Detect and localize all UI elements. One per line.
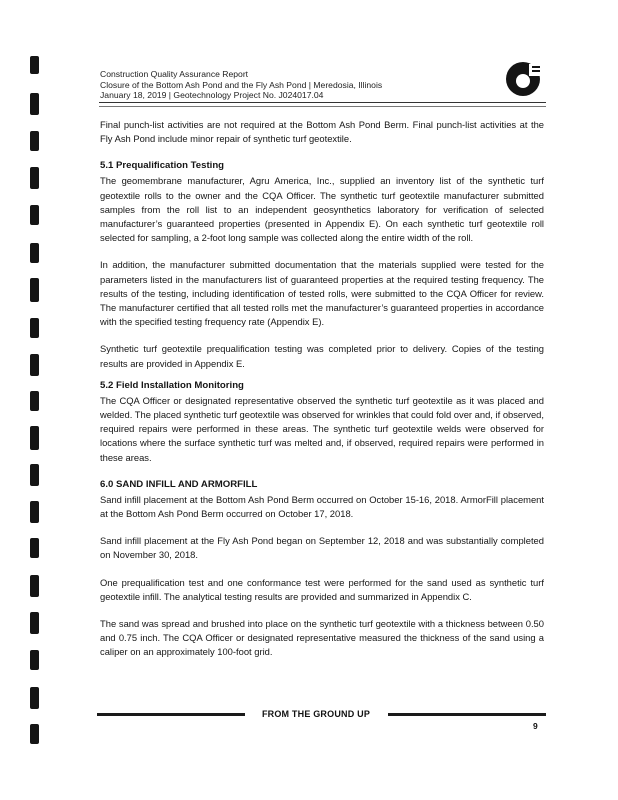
binder-hole (30, 93, 39, 115)
report-body (100, 118, 544, 673)
binder-hole (30, 278, 39, 302)
binder-hole (30, 56, 39, 74)
binder-hole (30, 426, 39, 450)
paragraph: The CQA Officer or designated representative observed the synthetic turf geotextile as it was placed and welded. The placed synthetic turf geotextile was observed for wrinkles that could fold over and, if observed, required repairs were performed in these areas. The synthetic turf geotextile welds were observed for locations where the surface synthetic turf was melted and, if observed, required repairs were performed in these areas. (100, 394, 544, 463)
paragraph: Sand infill placement at the Fly Ash Pond began on September 12, 2018 and was substantially completed on November 30, 2018. (100, 535, 544, 561)
footer-rule-right (388, 713, 546, 716)
binder-hole (30, 354, 39, 376)
paragraph: The sand was spread and brushed into place on the synthetic turf geotextile with a thickness between 0.50 and 0.75 inch. The CQA Officer or designated representative measured the thickness of the sand using a caliper on an approximately 100-foot grid. (100, 618, 544, 658)
footer-tagline: FROM THE GROUND UP (261, 709, 371, 719)
binder-hole (30, 612, 39, 634)
binder-hole (30, 575, 39, 597)
binder-hole (30, 167, 39, 189)
company-logo-icon (503, 58, 543, 98)
intro-paragraph: Final punch-list activities are not required at the Bottom Ash Pond Berm. Final punch-list activities at the Fly Ash Pond include minor repair of synthetic turf geotextile. (100, 119, 544, 145)
binder-hole (30, 205, 39, 225)
paragraph: Sand infill placement at the Bottom Ash Pond Berm occurred on October 15-16, 2018. ArmorFill placement at the Bottom Ash Pond Berm occurred on October 17, 2018. (100, 493, 544, 520)
section-heading: 5.2 Field Installation Monitoring (100, 379, 244, 391)
binder-hole (30, 687, 39, 709)
binder-hole (30, 650, 39, 670)
binder-hole (30, 318, 39, 338)
section-heading: 5.1 Prequalification Testing (100, 160, 225, 172)
binder-hole (30, 724, 39, 744)
binder-hole (30, 131, 39, 151)
paragraph: In addition, the manufacturer submitted documentation that the materials supplied were tested for the parameters listed in the manufacturers list of guaranteed properties at the required testing frequency. The results of the testing, including identification of tested rolls, were submitted to the CQA Officer for review. The manufacturer certified that all tested rolls met the manufacturer’s guaranteed properties in accordance with the specified testing frequency rate (Appendix E). (100, 259, 544, 328)
paragraph: Synthetic turf geotextile prequalification testing was completed prior to delivery. Copies of the testing results are provided in Appendix E. (100, 343, 544, 369)
header-date-project-no: January 18, 2019 | Geotechnology Project No. J024017.04 (100, 90, 324, 101)
header-project-title: Closure of the Bottom Ash Pond and the Fly Ash Pond | Meredosia, Illinois (100, 79, 383, 90)
binder-hole (30, 391, 39, 411)
footer-rule-left (97, 713, 245, 716)
paragraph: One prequalification test and one conformance test were performed for the sand used as synthetic turf geotextile infill. The analytical testing results are provided and summarized in Appendix C. (100, 576, 544, 602)
header-report-title: Construction Quality Assurance Report (100, 69, 249, 79)
section-heading: 6.0 SAND INFILL AND ARMORFILL (100, 478, 258, 490)
report-header (100, 69, 530, 101)
header-rule (99, 102, 546, 103)
header-rule (99, 106, 546, 107)
binder-hole (30, 538, 39, 558)
binder-hole (30, 243, 39, 263)
binder-hole (30, 501, 39, 523)
binder-hole (30, 464, 39, 486)
page-number: 9 (533, 721, 538, 731)
paragraph: The geomembrane manufacturer, Agru America, Inc., supplied an inventory list of the synthetic turf geotextile rolls to the owner and the CQA Officer. The synthetic turf geotextile manufacturer submitted samples from the roll list to an independent geosynthetics laboratory for verification of selected manufacturer’s guaranteed properties (presented in Appendix E). On each synthetic turf geotextile roll selected for sampling, a 2-foot long sample was collected along the entire width of the roll. (100, 175, 544, 244)
